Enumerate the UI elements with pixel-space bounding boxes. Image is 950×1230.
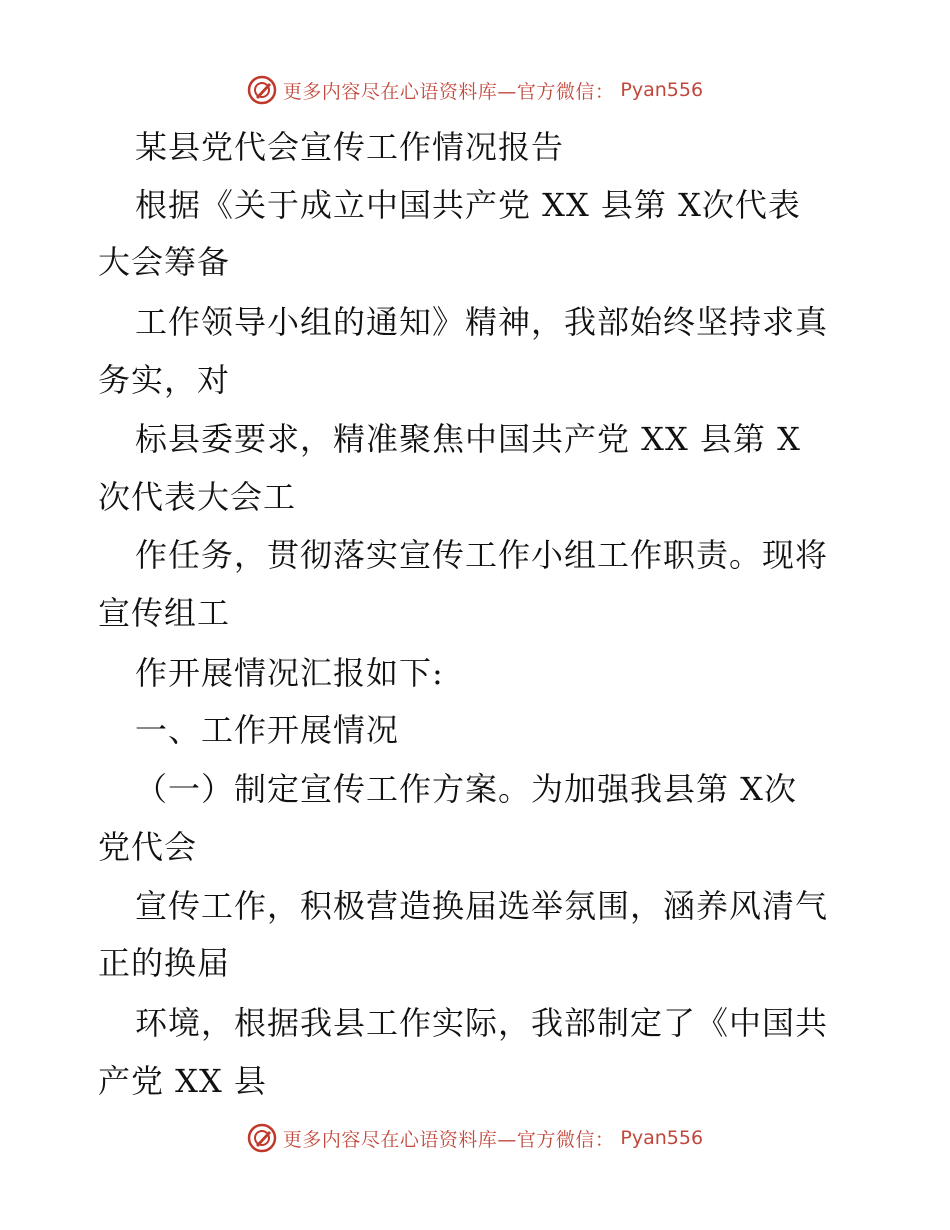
subsection-heading: （一）制定宣传工作方案。为加强我县第 X次 <box>135 770 797 808</box>
watermark-code: Pyan556 <box>620 1127 704 1149</box>
doc-line: 标县委要求，精准聚焦中国共产党 XX 县第 X <box>135 420 801 458</box>
doc-line: 宣传组工 <box>98 594 231 632</box>
doc-line: 作任务，贯彻落实宣传工作小组工作职责。现将 <box>135 536 829 574</box>
doc-line: 次代表大会工 <box>98 478 297 516</box>
doc-line: 环境，根据我县工作实际，我部制定了《中国共 <box>135 1004 829 1042</box>
footer-watermark <box>0 1121 950 1155</box>
doc-line: 务实，对 <box>98 361 231 399</box>
pen-logo-icon <box>247 1123 277 1153</box>
doc-line: 正的换届 <box>98 944 231 982</box>
doc-line: 工作领导小组的通知》精神，我部始终坚持求真 <box>135 303 829 341</box>
doc-line: 宣传工作，积极营造换届选举氛围，涵养风清气 <box>135 887 829 925</box>
doc-title: 某县党代会宣传工作情况报告 <box>135 128 565 166</box>
watermark-code: Pyan556 <box>620 79 704 101</box>
doc-line: 作开展情况汇报如下: <box>135 654 444 692</box>
doc-line: 根据《关于成立中国共产党 XX 县第 X次代表 <box>135 186 801 224</box>
watermark-text: 更多内容尽在心语资料库—官方微信： <box>282 1128 615 1151</box>
doc-line: 党代会 <box>98 828 198 866</box>
doc-line: 大会筹备 <box>98 243 231 281</box>
section-heading: 一、工作开展情况 <box>135 711 400 749</box>
doc-line: 产党 XX 县 <box>98 1062 267 1100</box>
watermark-text: 更多内容尽在心语资料库—官方微信： <box>282 80 615 103</box>
